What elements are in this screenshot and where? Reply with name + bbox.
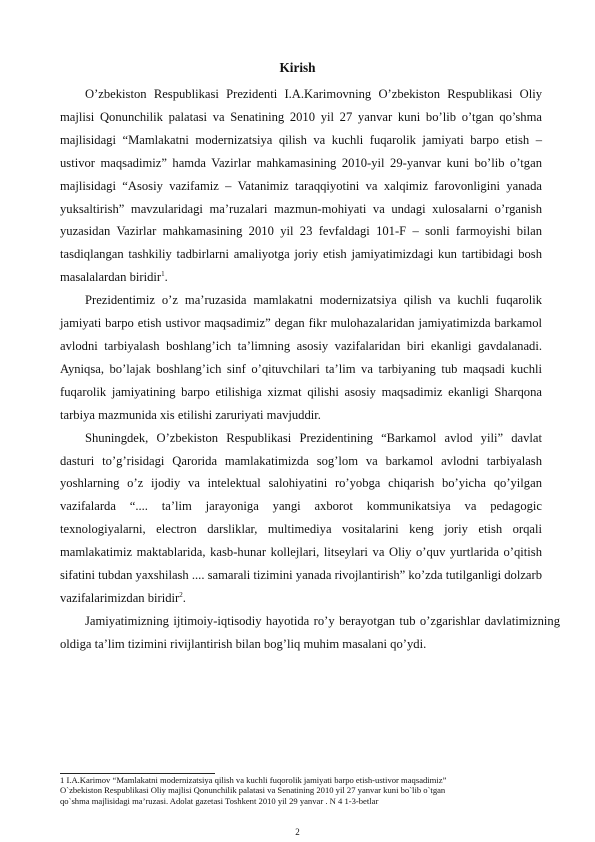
- body-text: [60, 83, 560, 656]
- paragraph-text: O’zbekiston Respublikasi Prezidenti I.A.Karimovning O’zbekiston Respublikasi Oliy majlisi Qonunchilik palatasi va Senatining 2010 yil 27 yanvar kuni bo’lib o’tgan qo’shma majlisidagi “Mamlakatni modernizatsiya qilish va kuchli fuqarolik jamiyati barpo etish – ustivor maqsadimiz” hamda Vazirlar mahkamasining 2010-yil 29-yanvar kuni bo’lib o’tgan majlisidagi “Asosiy vazifamiz – Vatanimiz taraqqiyotini va xalqimiz farovonligini yanada yuksaltirish” mavzularidagi ma’ruzalari mazmun-mohiyati va undagi xulosalarni o’rganish yuzasidan Vazirlar mahkamasining 2010 yil 23 fevfaldagi 101-F – sonli farmoyishi bilan tasdiqlangan tashkiliy tadbirlarni amaliyotga joriy etish jamiyatimizdagi kun tartibidagi bosh masalalardan biridir: [60, 87, 542, 285]
- paragraph-end: .: [164, 270, 168, 285]
- footnote-line: 1 I.A.Karimov “Mamlakatni modernizatsiya qilish va kuchli fuqorolik jamiyati barpo etish-ustivor maqsadimiz”: [60, 775, 447, 785]
- footnote-line: O`zbekiston Respublikasi Oliy majlisi Qonunchilik palatasi va Senatining 2010 yil 27 yanvar kuni bo`lib o`tgan: [60, 785, 446, 796]
- footnote: [60, 775, 540, 806]
- footnote-reference[interactable]: 1: [161, 270, 165, 279]
- paragraph-2: [60, 289, 542, 426]
- footnote-separator: [60, 773, 215, 774]
- paragraph-text: Shuningdek, O’zbekiston Respublikasi Prezidentining “Barkamol avlod yili” davlat dasturi to’g’risidagi Qarorida mamlakatimizda sog’lom va barkamol avlodni tarbiyalash yoshlarning o’z ijodiy va intelektual salohiyatini ro’yobga chiqarish bo’yicha qo’yilgan vazifalarda “.... ta’lim jarayoniga yangi axborot kommunikatsiya va pedagogic texnologiyalarni, electron darsliklar, multimediya vositalarini keng joriy etish orqali mamlakatimiz maktablarida, kasb-hunar kollejlari, litseylari va Oliy o’quv yurtlarida o’qitish sifatini tubdan yaxshilash .... samarali tizimini yanada rivojlantirish” ko’zda tutilganligi dolzarb vazifalarimizdan biridir: [60, 430, 542, 605]
- page-title: Kirish: [279, 60, 316, 75]
- page-number: 2: [295, 827, 300, 837]
- footnote-line: qo`shma majlisidagi ma’ruzasi. Adolat gazetasi Toshkent 2010 yil 29 yanvar . N 4 1-3-betlar: [60, 795, 379, 806]
- footnote-reference[interactable]: 2: [179, 590, 183, 599]
- paragraph-text: Prezidentimiz o’z ma’ruzasida mamlakatni modernizatsiya qilish va kuchli fuqarolik jamiyati barpo etish ustivor maqsadimiz” degan fikr mulohazalaridan jamiyatimizda barkamol avlodni tarbiyalash boshlang’ich ta’limning asosiy vazifalaridan biri ekanligi gavdalanadi. Ayniqsa, bo’lajak boshlang’ich sinf o’qituvchilari ta’lim va tarbiyaning tub maqsadi kuchli fuqarolik jamiyatining barpo etilishiga xizmat qilishi asosiy maqsadimiz ekanligi Sharqona tarbiya mazmunida xis etilishi zaruriyati mavjuddir.: [60, 293, 542, 422]
- paragraph-4: [60, 610, 560, 656]
- paragraph-end: .: [182, 590, 186, 605]
- paragraph-text: Jamiyatimizning ijtimoiy-iqtisodiy hayotida ro’y berayotgan tub o’zgarishlar davlatimizning oldiga ta’lim tizimini rivijlantirish bilan bog’liq muhim masalani qo’ydi.: [60, 613, 560, 651]
- paragraph-1: [60, 83, 542, 289]
- paragraph-3: [60, 427, 542, 610]
